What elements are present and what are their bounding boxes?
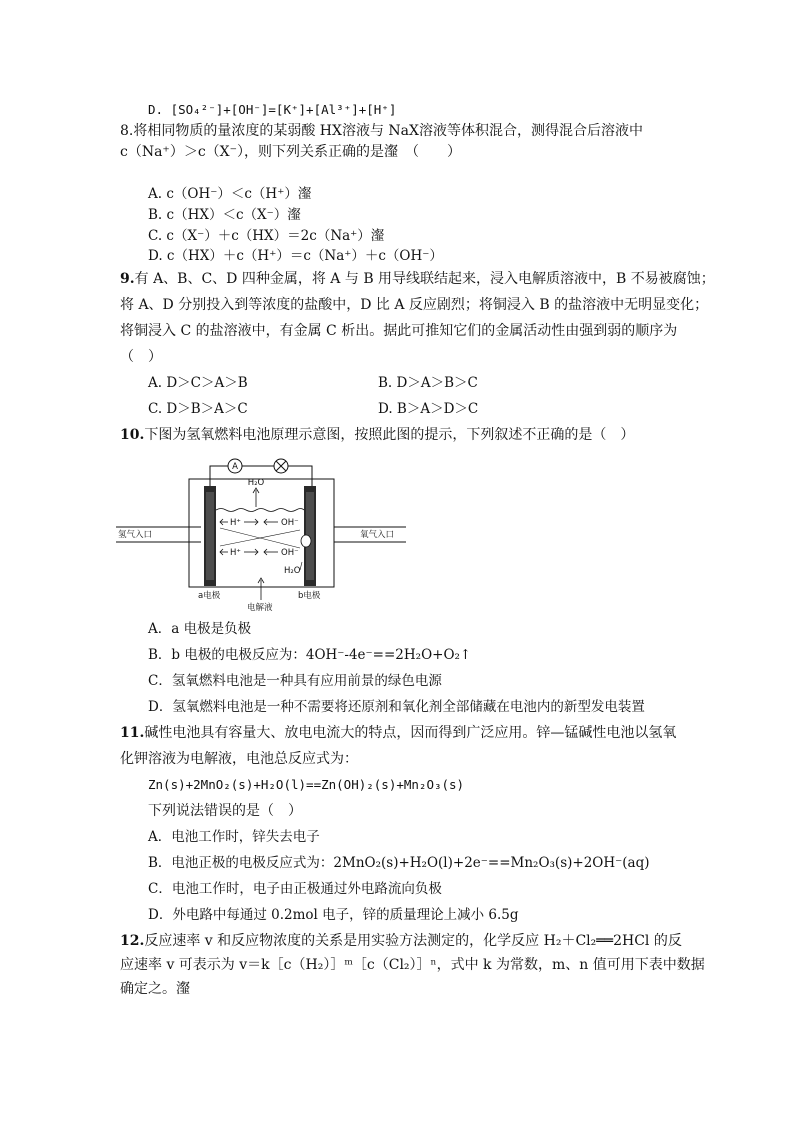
q8-option-d: D. c（HX）＋c（H⁺）＝c（Na⁺）＋c（OH⁻） <box>148 248 443 264</box>
oh-minus-label-1: OH⁻ <box>281 518 299 528</box>
electrode-b-bubble <box>301 535 311 547</box>
q9-option-c: C. D＞B＞A＞C <box>148 401 248 417</box>
h2o-bottom-label: H₂O <box>284 566 301 576</box>
electrolyte-surface <box>216 509 304 512</box>
q11-equation: Zn(s)+2MnO₂(s)+H₂O(l)==Zn(OH)₂(s)+Mn₂O₃(s) <box>148 777 465 792</box>
q9-stem-line3: 将铜浸入 C 的盐溶液中，有金属 C 析出。据此可推知它们的金属活动性由强到弱的顺序为 <box>120 323 678 339</box>
h2-inlet-label: 氢气入口 <box>118 530 153 540</box>
electrode-a-label: a电极 <box>198 591 221 601</box>
q11-ask: 下列说法错误的是（ ） <box>148 803 302 819</box>
q9-option-d: D. B＞A＞D＞C <box>378 401 479 417</box>
q11-number: 11. <box>120 725 145 741</box>
oh-minus-label-2: OH⁻ <box>281 548 299 558</box>
electrode-b-label: b电极 <box>298 591 321 601</box>
q11-stem-line2: 化钾溶液为电解液，电池总反应式为： <box>120 751 358 767</box>
electrode-a-texture <box>206 492 214 580</box>
q11-stem-text1: 碱性电池具有容量大、放电电流大的特点，因而得到广泛应用。锌—锰碱性电池以氢氧 <box>144 725 677 741</box>
q9-option-b: B. D＞A＞B＞C <box>378 375 478 391</box>
q10-option-a: A．a 电极是负极 <box>148 621 252 637</box>
q7-option-d: D. [SO₄²⁻]+[OH⁻]=[K⁺]+[Al³⁺]+[H⁺] <box>148 102 397 117</box>
q9-stem-text1: 有 A、B、C、D 四种金属，将 A 与 B 用导线联结起来，浸入电解质溶液中，B 不易被腐蚀； <box>134 271 715 287</box>
cross-arrow-2 <box>220 530 300 546</box>
h2o-top-label: H₂O <box>247 478 265 488</box>
o2-inlet-label: 氧气入口 <box>360 530 395 540</box>
q10-stem-text: 下图为氢氧燃料电池原理示意图，按照此图的提示，下列叙述不正确的是（ ） <box>144 427 635 443</box>
q11-option-c: C．电池工作时，电子由正极通过外电路流向负极 <box>148 881 442 897</box>
q10-option-c: C．氢氧燃料电池是一种具有应用前景的绿色电源 <box>148 673 442 689</box>
q8-option-a: A. c（OH⁻）＜c（H⁺）瀣 <box>148 186 312 202</box>
q12-stem-line1 <box>120 931 682 951</box>
q12-stem-line3: 确定之。瀣 <box>120 981 190 997</box>
q10-option-d: D．氢氧燃料电池是一种不需要将还原剂和氧化剂全部储藏在电池内的新型发电装置 <box>148 699 645 715</box>
q9-option-a: A. D＞C＞A＞B <box>148 375 248 391</box>
q11-option-a: A．电池工作时，锌失去电子 <box>148 829 320 845</box>
q8-option-c: C. c（X⁻）＋c（HX）＝2c（Na⁺）瀣 <box>148 228 385 244</box>
q12-stem-text1: 反应速率 v 和反应物浓度的关系是用实验方法测定的，化学反应 H₂＋Cl₂══2HCl 的反 <box>144 933 682 949</box>
q11-stem-line1 <box>120 723 676 743</box>
q9-stem-line1 <box>120 269 715 289</box>
q9-stem-line2: 将 A、D 分别投入到等浓度的盐酸中，D 比 A 反应剧烈；将铜浸入 B 的盐溶液中无明显变化； <box>120 297 709 313</box>
q9-answer-paren: （ ） <box>120 349 162 365</box>
q10-number: 10. <box>120 427 145 443</box>
q12-stem-line2: 应速率 v 可表示为 v＝k［c（H₂）］ᵐ［c（Cl₂）］ⁿ，式中 k 为常数，m、n 值可用下表中数据 <box>120 957 705 973</box>
electrolyte-label: 电解液 <box>247 603 273 612</box>
q9-number: 9. <box>120 271 135 287</box>
q8-stem-line2: c（Na⁺）＞c（X⁻），则下列关系正确的是瀣 （ ） <box>120 144 462 160</box>
fuel-cell-diagram <box>116 452 406 612</box>
q11-option-d: D．外电路中每通过 0.2mol 电子，锌的质量理论上减小 6.5g <box>148 907 519 923</box>
q10-stem <box>120 425 634 445</box>
q10-option-b: B．b 电极的电极反应为：4OH⁻-4e⁻==2H₂O+O₂↑ <box>148 647 472 663</box>
q8-stem-line1: 8.将相同物质的量浓度的某弱酸 HX溶液与 NaX溶液等体积混合，测得混合后溶液中 <box>120 123 643 139</box>
h2-chamber <box>189 527 201 542</box>
ammeter-label: A <box>232 462 238 472</box>
h-plus-label-2: H⁺ <box>230 548 241 558</box>
q11-option-b: B．电池正极的电极反应式为：2MnO₂(s)+H₂O(l)+2e⁻==Mn₂O₃(s)+2OH⁻(aq) <box>148 855 650 871</box>
q12-number: 12. <box>120 933 145 949</box>
q8-option-b: B. c（HX）＜c（X⁻）瀣 <box>148 207 301 223</box>
h-plus-label-1: H⁺ <box>230 518 241 528</box>
